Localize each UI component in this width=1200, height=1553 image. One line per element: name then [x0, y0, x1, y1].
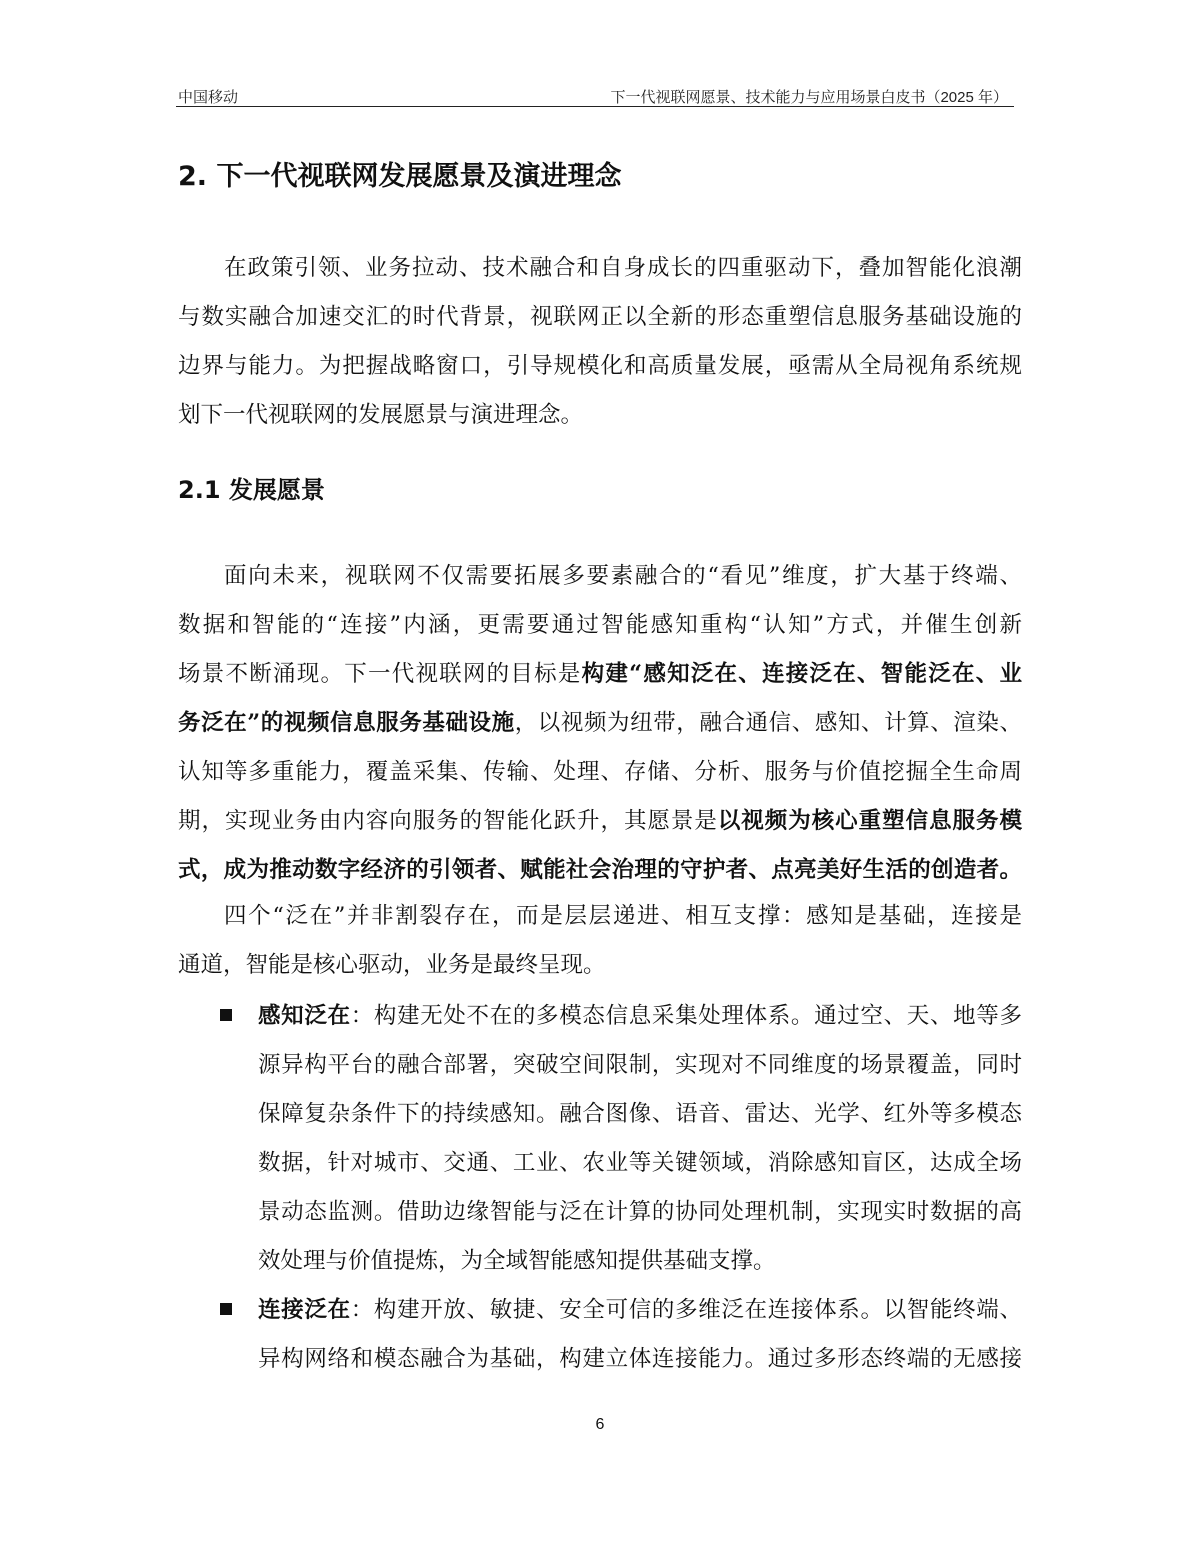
text: 保障复杂条件下的持续感知。融合图像、语音、雷达、光学、红外等多模态 [258, 1101, 1022, 1127]
text: 面向未来，视联网不仅需要拓展多要素融合的“看见”维度，扩大基于终端、 [224, 563, 1022, 589]
text: 数据和智能的“连接”内涵，更需要通过智能感知重构“认知”方式，并催生创新 [178, 612, 1022, 638]
text-line [178, 660, 1022, 709]
text-line [178, 401, 1022, 450]
text: ：构建无处不在的多模态信息采集处理体系。通过空、天、地等多 [350, 1003, 1022, 1029]
text: 划下一代视联网的发展愿景与演进理念。 [178, 402, 584, 428]
text: 效处理与价值提炼，为全域智能感知提供基础支撑。 [258, 1248, 776, 1274]
text: 与数实融合加速交汇的时代背景，视联网正以全新的形态重塑信息服务基础设施的 [178, 304, 1022, 330]
text: 期，实现业务由内容向服务的智能化跃升，其愿景是 [178, 808, 718, 834]
text-line [178, 856, 1022, 905]
text-line [178, 303, 1022, 352]
text-line [258, 1296, 1022, 1345]
bold-text: 以视频为核心重塑信息服务模 [717, 808, 1022, 834]
text: ：构建开放、敏捷、安全可信的多维泛在连接体系。以智能终端、 [350, 1297, 1022, 1323]
text: ，以视频为纽带，融合通信、感知、计算、渲染、 [514, 710, 1022, 736]
bold-text: 式，成为推动数字经济的引领者、赋能社会治理的守护者、点亮美好生活的创造者。 [178, 857, 1022, 883]
text-line [258, 1100, 1022, 1149]
bullet-square-icon [220, 1009, 232, 1021]
text: 数据，针对城市、交通、工业、农业等关键领域，消除感知盲区，达成全场 [258, 1150, 1022, 1176]
text: 认知等多重能力，覆盖采集、传输、处理、存储、分析、服务与价值挖掘全生命周 [178, 759, 1022, 785]
section-title: 2. 下一代视联网发展愿景及演进理念 [178, 161, 622, 192]
text-line [258, 1002, 1022, 1051]
text: 四个“泛在”并非割裂存在，而是层层递进、相互支撑：感知是基础，连接是 [224, 903, 1022, 929]
text-line [258, 1051, 1022, 1100]
bold-text: 构建“感知泛在、连接泛在、智能泛在、业 [581, 661, 1022, 687]
page-number: 6 [595, 1416, 605, 1433]
text-line [178, 611, 1022, 660]
text: 边界与能力。为把握战略窗口，引导规模化和高质量发展，亟需从全局视角系统规 [178, 353, 1022, 379]
text: 景动态监测。借助边缘智能与泛在计算的协同处理机制，实现实时数据的高 [258, 1199, 1022, 1225]
header-org: 中国移动 [178, 89, 239, 106]
page-header [176, 86, 1014, 107]
paragraph-four-ubiquities [178, 902, 1022, 1000]
subsection-title: 2.1 发展愿景 [178, 476, 325, 504]
bullet-square-icon [220, 1303, 232, 1315]
text-line [258, 1198, 1022, 1247]
text: 场景不断涌现。下一代视联网的目标是 [178, 661, 582, 687]
bold-text: 感知泛在 [258, 1003, 351, 1029]
text-line [178, 758, 1022, 807]
bold-text: 连接泛在 [258, 1297, 351, 1323]
text-line [258, 1247, 1022, 1296]
text: 通道，智能是核心驱动，业务是最终呈现。 [178, 952, 606, 978]
text-line [178, 254, 1022, 303]
header-doc-title: 下一代视联网愿景、技术能力与应用场景白皮书（2025 年） [610, 89, 1008, 106]
bullet-perception [258, 1002, 1022, 1296]
text-line [258, 1345, 1022, 1394]
paragraph-intro [178, 254, 1022, 450]
bold-text: 务泛在”的视频信息服务基础设施 [178, 710, 515, 736]
text-line [178, 951, 1022, 1000]
text: 异构网络和模态融合为基础，构建立体连接能力。通过多形态终端的无感接 [258, 1346, 1022, 1372]
text-line [178, 709, 1022, 758]
text-line [178, 562, 1022, 611]
text: 在政策引领、业务拉动、技术融合和自身成长的四重驱动下，叠加智能化浪潮 [224, 255, 1022, 281]
text-line [178, 902, 1022, 951]
text: 源异构平台的融合部署，突破空间限制，实现对不同维度的场景覆盖，同时 [258, 1052, 1022, 1078]
text-line [178, 352, 1022, 401]
text-line [258, 1149, 1022, 1198]
text-line [178, 807, 1022, 856]
bullet-connection [258, 1296, 1022, 1394]
paragraph-vision [178, 562, 1022, 905]
